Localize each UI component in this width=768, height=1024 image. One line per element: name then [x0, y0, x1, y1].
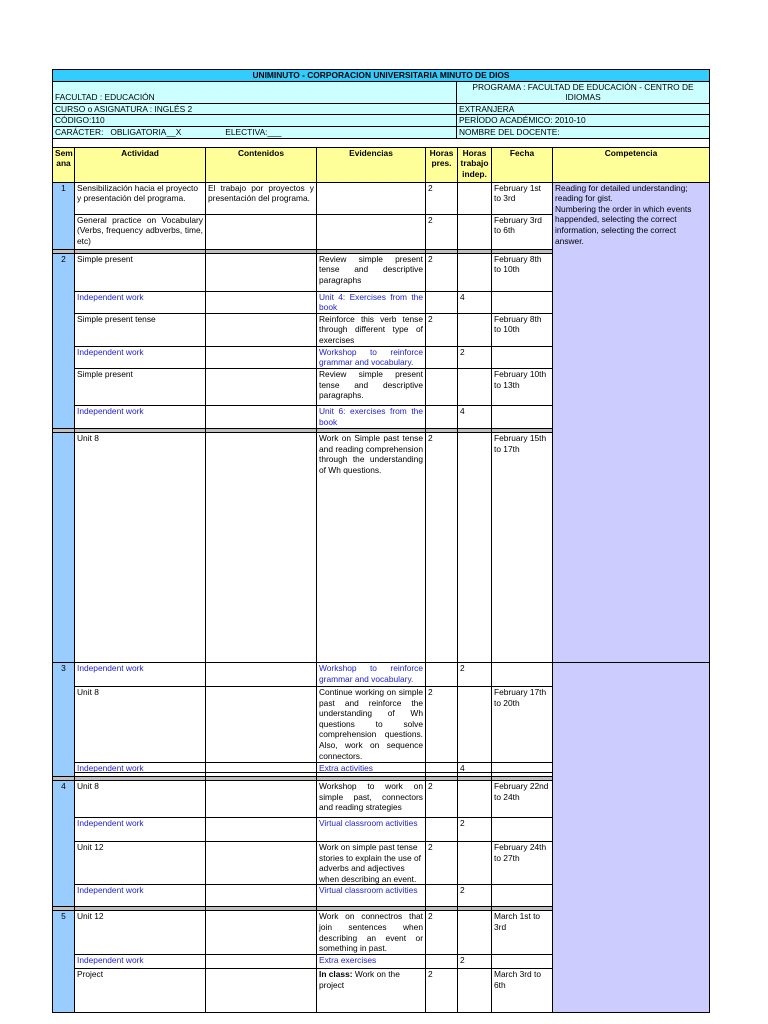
- fecha-cell: [492, 663, 553, 687]
- contenidos-cell: [206, 368, 317, 405]
- facultad: FACULTAD : EDUCACIÓN: [53, 81, 457, 103]
- competencia-cell-continued: [553, 663, 710, 1013]
- actividad-cell: Project: [75, 969, 206, 1013]
- evidencias-cell: Workshop to reinforce grammar and vocabulary.: [317, 346, 426, 368]
- horas-cell: 2: [426, 911, 458, 955]
- horas-cell: 2: [426, 969, 458, 1013]
- contenidos-cell: [206, 313, 317, 346]
- evidencias-cell: Work on connectros that join sentences when describing an event or something in past.: [317, 911, 426, 955]
- indep-cell: [458, 214, 492, 249]
- horas-cell: [426, 346, 458, 368]
- fecha-cell: February 8th to 10th: [492, 253, 553, 291]
- contenidos-cell: [206, 253, 317, 291]
- evidencias-text: Work on the project: [319, 969, 400, 990]
- indep-cell: 4: [458, 291, 492, 313]
- fecha-cell: February 15th to 17th: [492, 432, 553, 772]
- column-header-row: [53, 147, 710, 182]
- col-contenidos: Contenidos: [206, 147, 317, 182]
- fecha-cell: [492, 885, 553, 907]
- horas-cell: [426, 763, 458, 777]
- evidencias-cell: Work on simple past tense stories to explain the use of adverbs and adjectives when describing an event.: [317, 842, 426, 885]
- horas-cell: 2: [426, 432, 458, 772]
- col-horas-trabajo: Horas trabajo indep.: [458, 147, 492, 182]
- actividad-cell: Independent work: [75, 291, 206, 313]
- table-row: [53, 182, 710, 214]
- contenidos-cell: [206, 687, 317, 763]
- evidencias-cell: [317, 182, 426, 214]
- week-number: 4: [53, 781, 75, 907]
- horas-cell: [426, 368, 458, 405]
- fecha-cell: February 10th to 13th: [492, 368, 553, 405]
- evidencias-cell: Workshop to work on simple past, connectors and reading strategies: [317, 781, 426, 818]
- contenidos-cell: [206, 818, 317, 842]
- indep-cell: [458, 253, 492, 291]
- contenidos-cell: [206, 405, 317, 428]
- col-semana: Sem ana: [53, 147, 75, 182]
- obligatoria: OBLIGATORIA__X: [110, 126, 182, 137]
- horas-cell: [426, 818, 458, 842]
- actividad-cell: Sensibilización hacia el proyecto y presentación del programa.: [75, 182, 206, 214]
- week-number: 1: [53, 182, 75, 249]
- col-competencia: Competencia: [553, 147, 710, 182]
- indep-cell: 2: [458, 885, 492, 907]
- actividad-cell: Unit 8: [75, 432, 206, 772]
- col-evidencias: Evidencias: [317, 147, 426, 182]
- actividad-cell: Independent work: [75, 663, 206, 687]
- indep-cell: 2: [458, 955, 492, 969]
- indep-cell: 4: [458, 763, 492, 777]
- contenidos-cell: [206, 781, 317, 818]
- evidencias-cell: Review simple present tense and descriptive paragraphs.: [317, 368, 426, 405]
- horas-cell: 2: [426, 313, 458, 346]
- fecha-cell: [492, 763, 553, 777]
- col-actividad: Actividad: [75, 147, 206, 182]
- week-number: 3: [53, 663, 75, 777]
- contenidos-cell: El trabajo por proyectos y presentación del programa.: [206, 182, 317, 214]
- periodo: PERÍODO ACADÉMICO: 2010-10: [457, 115, 710, 127]
- contenidos-cell: [206, 346, 317, 368]
- fecha-cell: February 22nd to 24th: [492, 781, 553, 818]
- caracter-label: CARÁCTER:: [55, 126, 104, 137]
- week-number: 2: [53, 253, 75, 428]
- header-table: [52, 69, 710, 148]
- docente: NOMBRE DEL DOCENTE:: [457, 126, 710, 138]
- fecha-cell: March 3rd to 6th: [492, 969, 553, 1013]
- contenidos-cell: [206, 763, 317, 777]
- programa: PROGRAMA : FACULTAD DE EDUCACIÓN - CENTRO DE IDIOMAS: [457, 81, 710, 103]
- contenidos-cell: [206, 885, 317, 907]
- indep-cell: 4: [458, 405, 492, 428]
- evidencias-cell: Continue working on simple past and reinforce the understanding of Wh questions to solve comprehension questions. Also, work on sequence connectors.: [317, 687, 426, 763]
- caracter: [53, 126, 457, 138]
- indep-cell: 2: [458, 663, 492, 687]
- evidencias-cell: Extra exercises: [317, 955, 426, 969]
- contenidos-cell: [206, 911, 317, 955]
- electiva: ELECTIVA:___: [225, 126, 282, 137]
- contenidos-cell: [206, 291, 317, 313]
- fecha-cell: March 1st to 3rd: [492, 911, 553, 955]
- contenidos-cell: [206, 955, 317, 969]
- col-fecha: Fecha: [492, 147, 553, 182]
- evidencias-cell: Unit 4: Exercises from the book: [317, 291, 426, 313]
- evidencias-cell: [317, 214, 426, 249]
- fecha-cell: [492, 346, 553, 368]
- actividad-cell: Unit 8: [75, 781, 206, 818]
- actividad-cell: Independent work: [75, 405, 206, 428]
- horas-cell: [426, 955, 458, 969]
- indep-cell: [458, 182, 492, 214]
- contenidos-cell: [206, 663, 317, 687]
- indep-cell: [458, 911, 492, 955]
- fecha-cell: [492, 818, 553, 842]
- actividad-cell: Unit 12: [75, 911, 206, 955]
- horas-cell: 2: [426, 781, 458, 818]
- fecha-cell: February 1st to 3rd: [492, 182, 553, 214]
- contenidos-cell: [206, 969, 317, 1013]
- actividad-cell: Independent work: [75, 818, 206, 842]
- evidencias-cell: Unit 6: exercises from the book: [317, 405, 426, 428]
- schedule-table-continued: [52, 662, 710, 1013]
- horas-cell: 2: [426, 182, 458, 214]
- actividad-cell: Unit 8: [75, 687, 206, 763]
- evidencias-cell: Review simple present tense and descriptive paragraphs: [317, 253, 426, 291]
- actividad-cell: Unit 12: [75, 842, 206, 885]
- table-row: [53, 663, 710, 687]
- horas-cell: [426, 663, 458, 687]
- indep-cell: [458, 842, 492, 885]
- actividad-cell: Simple present: [75, 368, 206, 405]
- evidencias-cell: Virtual classroom activities: [317, 885, 426, 907]
- codigo: CÓDIGO:110: [53, 115, 457, 127]
- indep-cell: [458, 781, 492, 818]
- actividad-cell: Simple present tense: [75, 313, 206, 346]
- horas-cell: 2: [426, 214, 458, 249]
- indep-cell: [458, 969, 492, 1013]
- actividad-cell: Simple present: [75, 253, 206, 291]
- evidencias-cell: Extra activities: [317, 763, 426, 777]
- evidencias-cell: Workshop to reinforce grammar and vocabulary.: [317, 663, 426, 687]
- indep-cell: 2: [458, 346, 492, 368]
- fecha-cell: [492, 405, 553, 428]
- actividad-cell: Independent work: [75, 955, 206, 969]
- actividad-cell: General practice on Vocabulary (Verbs, frequency adbverbs, time, etc): [75, 214, 206, 249]
- contenidos-cell: [206, 214, 317, 249]
- fecha-cell: [492, 955, 553, 969]
- indep-cell: [458, 368, 492, 405]
- fecha-cell: February 17th to 20th: [492, 687, 553, 763]
- competencia-cell: Reading for detailed understanding; reading for gist. Numbering the order in which events happended, selecting the correct information, selecting the correct answer.: [553, 182, 710, 772]
- fecha-cell: February 24th to 27th: [492, 842, 553, 885]
- fecha-cell: February 8th to 10th: [492, 313, 553, 346]
- evidencias-cell: Work on Simple past tense and reading comprehension through the understanding of Wh questions.: [317, 432, 426, 772]
- week-number: 5: [53, 911, 75, 1013]
- fecha-cell: February 3rd to 6th: [492, 214, 553, 249]
- indep-cell: [458, 687, 492, 763]
- actividad-cell: Independent work: [75, 346, 206, 368]
- actividad-cell: Independent work: [75, 885, 206, 907]
- horas-cell: 2: [426, 842, 458, 885]
- extranjera: EXTRANJERA: [457, 103, 710, 115]
- in-class-label: In class:: [319, 969, 353, 980]
- actividad-cell: Independent work: [75, 763, 206, 777]
- horas-cell: [426, 885, 458, 907]
- horas-cell: 2: [426, 253, 458, 291]
- course-plan-table-bottom: [52, 662, 709, 1013]
- horas-cell: [426, 291, 458, 313]
- university-title: UNIMINUTO - CORPORACION UNIVERSITARIA MINUTO DE DIOS: [53, 70, 710, 82]
- evidencias-cell: Virtual classroom activities: [317, 818, 426, 842]
- indep-cell: 2: [458, 818, 492, 842]
- indep-cell: [458, 313, 492, 346]
- horas-cell: 2: [426, 687, 458, 763]
- fecha-cell: [492, 291, 553, 313]
- evidencias-cell: Reinforce this verb tense through different type of exercises: [317, 313, 426, 346]
- contenidos-cell: [206, 842, 317, 885]
- curso: CURSO o ASIGNATURA : INGLÉS 2: [53, 103, 457, 115]
- horas-cell: [426, 405, 458, 428]
- col-horas-pres: Horas pres.: [426, 147, 458, 182]
- evidencias-cell: [317, 969, 426, 1013]
